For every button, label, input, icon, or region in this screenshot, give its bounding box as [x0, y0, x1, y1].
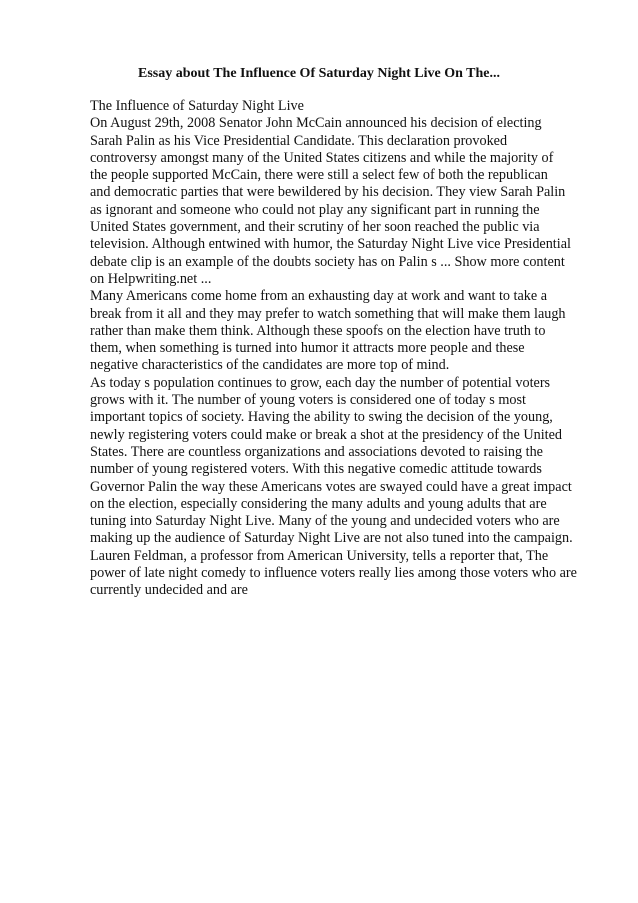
body-line: currently undecided and are: [90, 582, 248, 599]
body-line: newly registering voters could make or break a shot at the presidency of the United: [90, 426, 562, 443]
body-line: power of late night comedy to influence voters really lies among those voters who are: [90, 565, 577, 582]
body-line: important topics of society. Having the ability to swing the decision of the young,: [90, 409, 553, 426]
body-line: number of young registered voters. With this negative comedic attitude towards: [90, 461, 542, 478]
body-line: As today s population continues to grow, each day the number of potential voters: [90, 374, 551, 391]
body-line: Sarah Palin as his Vice Presidential Candidate. This declaration provoked: [90, 132, 508, 149]
body-line: Many Americans come home from an exhausting day at work and want to take a: [90, 288, 548, 305]
body-line: the people supported McCain, there were still a select few of both the republican: [90, 167, 548, 184]
body-line: them, when something is turned into humor it attracts more people and these: [90, 340, 525, 357]
body-line: debate clip is an example of the doubts society has on Palin s ... Show more content: [90, 253, 565, 270]
body-line: break from it all and they may prefer to watch something that will make them laugh: [90, 305, 566, 322]
body-line: as ignorant and someone who could not play any significant part in running the: [90, 201, 540, 218]
document-title: Essay about The Influence Of Saturday Night Live On The...: [138, 66, 500, 81]
body-line: rather than make them think. Although these spoofs on the election have truth to: [90, 322, 546, 339]
body-line: negative characteristics of the candidates are more top of mind.: [90, 357, 450, 374]
body-line: on Helpwriting.net ...: [90, 270, 212, 287]
body-line: Governor Palin the way these Americans votes are swayed could have a great impact: [90, 478, 572, 495]
body-line: and democratic parties that were bewildered by his decision. They view Sarah Palin: [90, 184, 566, 201]
body-line: grows with it. The number of young voters is considered one of today s most: [90, 392, 526, 409]
body-line: The Influence of Saturday Night Live: [90, 98, 304, 114]
body-line: tuning into Saturday Night Live. Many of the young and undecided voters who are: [90, 513, 560, 530]
body-line: controversy amongst many of the United States citizens and while the majority of: [90, 149, 554, 166]
body-line: United States government, and their scrutiny of her soon reached the public via: [90, 219, 540, 236]
body-line: On August 29th, 2008 Senator John McCain announced his decision of electing: [90, 115, 542, 132]
body-line: television. Although entwined with humor, the Saturday Night Live vice Presidential: [90, 236, 571, 253]
body-line: on the election, especially considering the many adults and young adults that are: [90, 495, 547, 512]
body-line: making up the audience of Saturday Night Live are not also tuned into the campaign.: [90, 530, 573, 547]
document-body: [90, 98, 596, 600]
body-line: States. There are countless organizations and associations devoted to raising the: [90, 443, 543, 460]
body-line: Lauren Feldman, a professor from American University, tells a reporter that, The: [90, 547, 549, 564]
